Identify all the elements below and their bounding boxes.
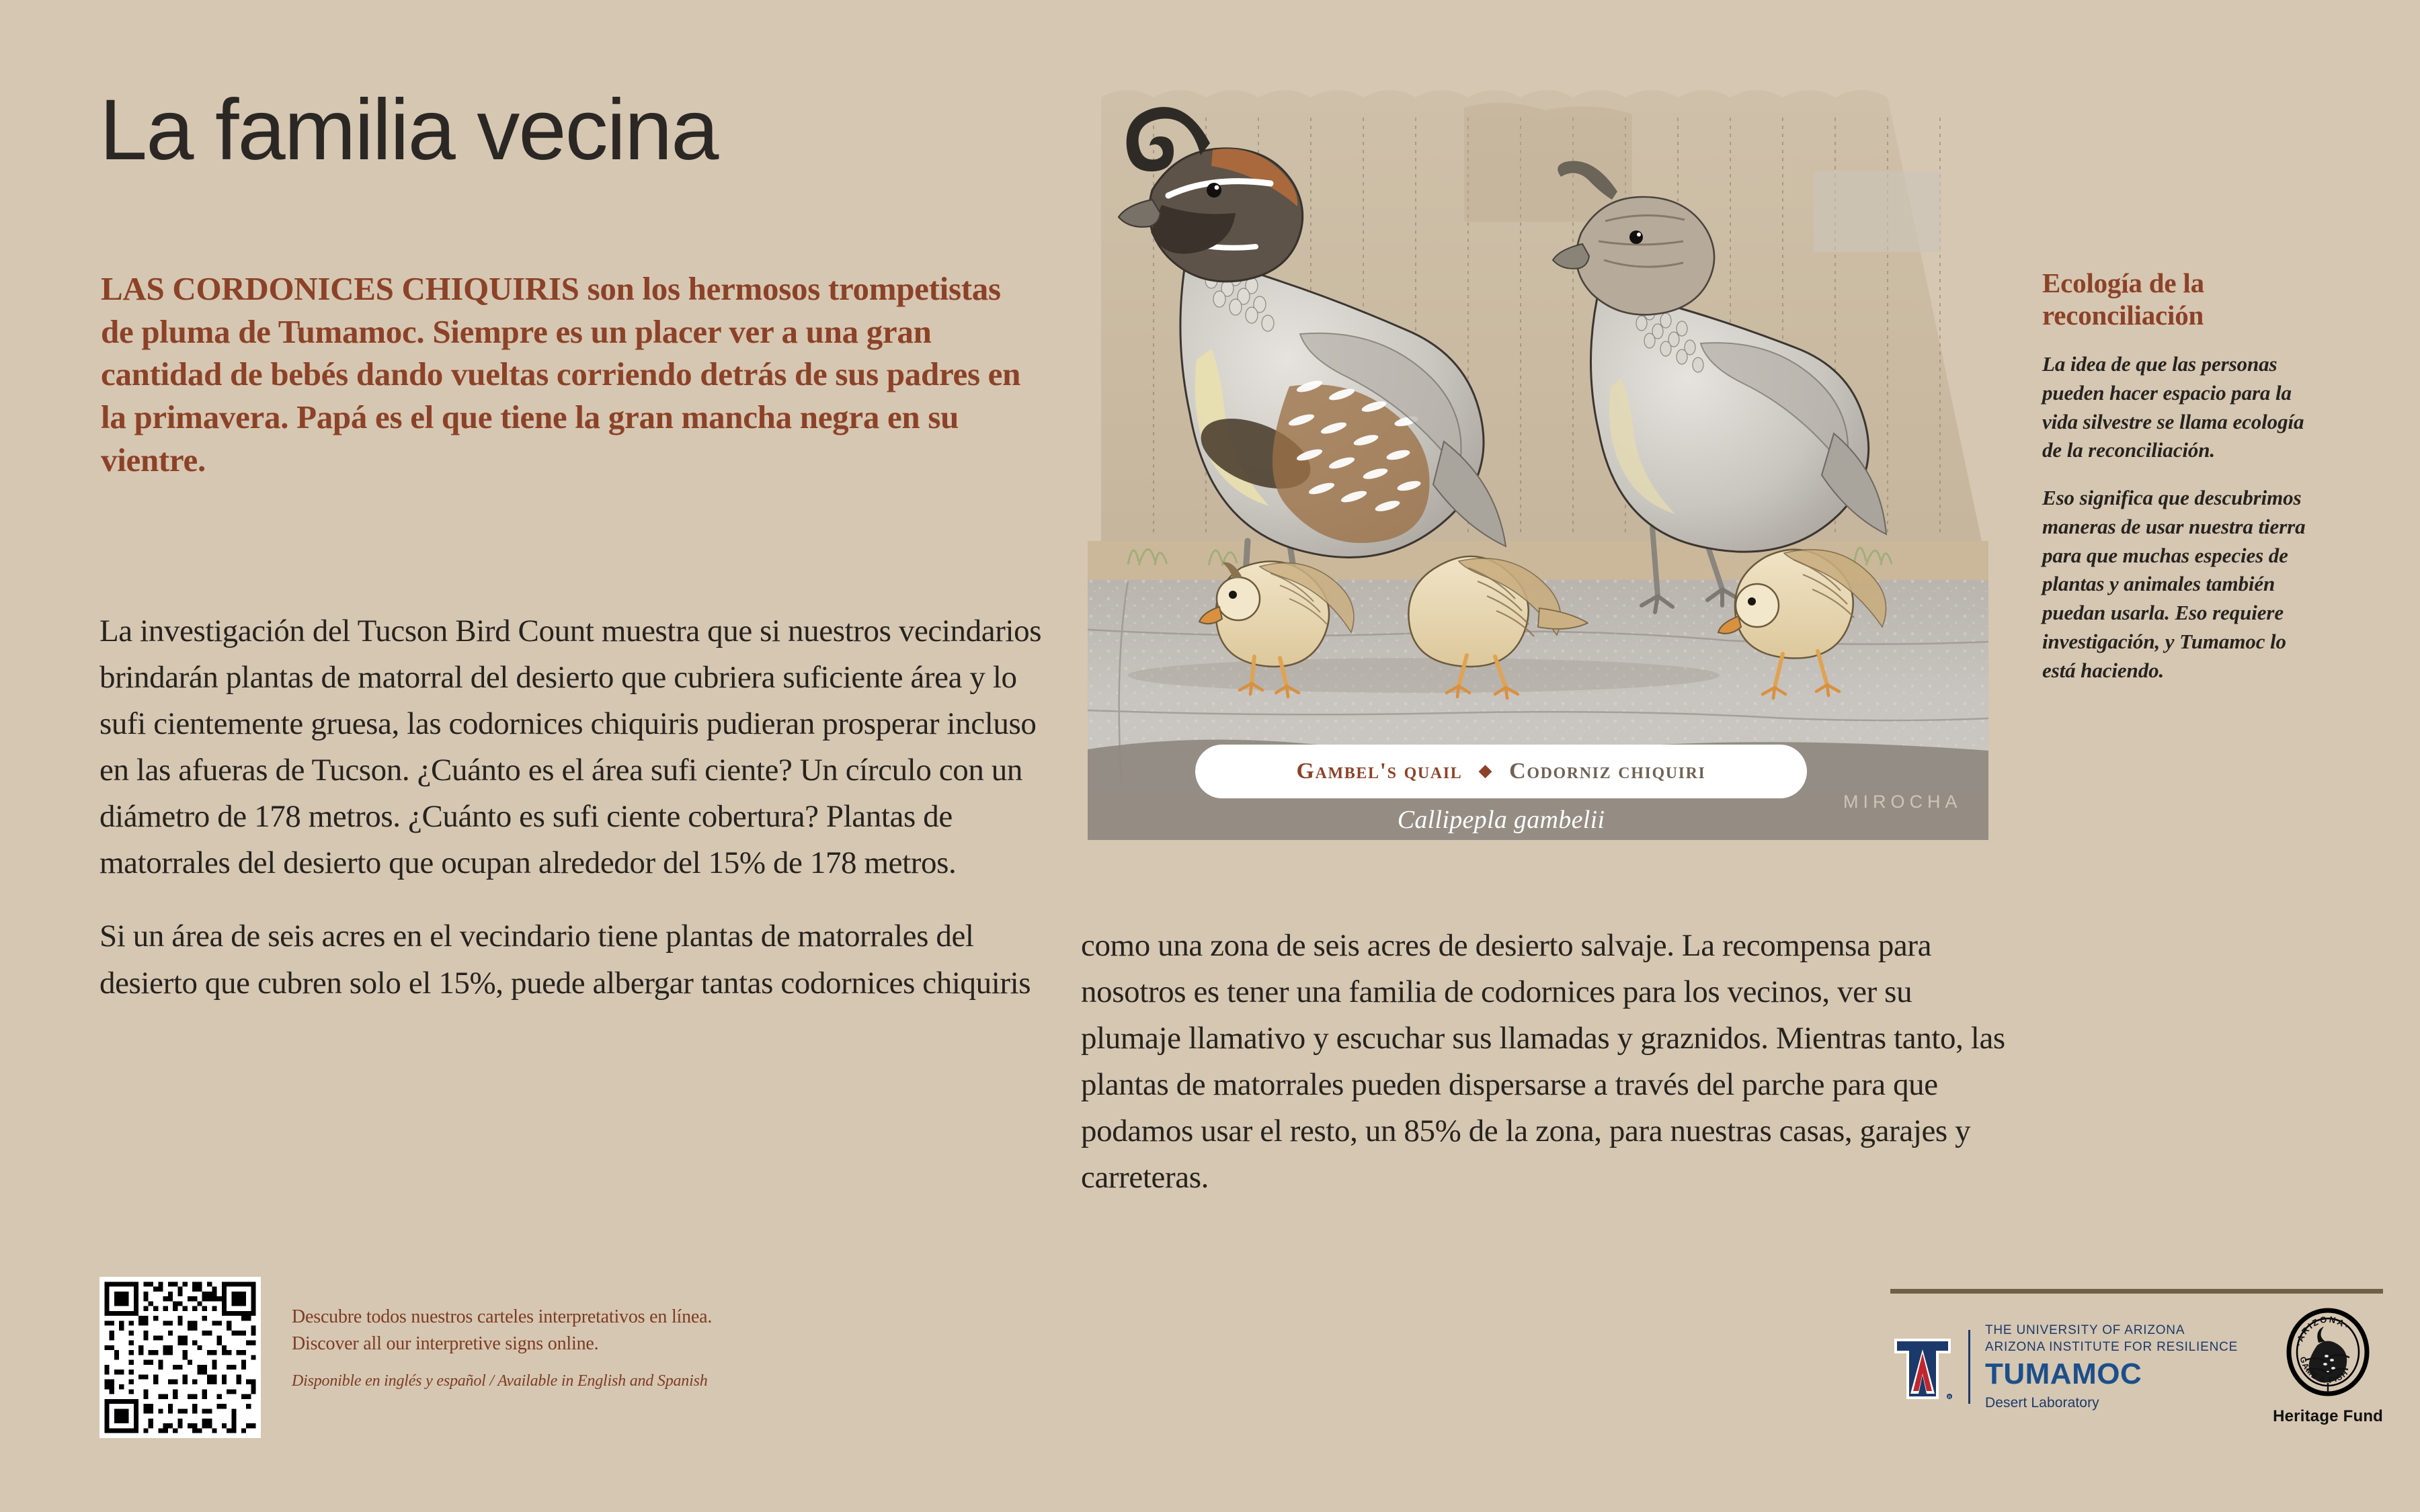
quail-illustration-svg: [1088, 71, 1988, 840]
qr-line-english: Discover all our interpretive signs online.: [292, 1333, 599, 1354]
logo-vertical-divider: [1968, 1330, 1970, 1404]
logo-divider-rule: [1890, 1289, 2383, 1294]
artist-signature: MIROCHA: [1843, 792, 1962, 812]
tumamoc-title: TUMAMOC: [1985, 1357, 2142, 1391]
sidebar-reconciliation-ecology: [2042, 267, 2311, 704]
caption-spanish: Codorniz chiquiri: [1509, 759, 1706, 784]
svg-text:·ARIZONA·: ·ARIZONA·: [2293, 1314, 2353, 1347]
qr-line-spanish: Descubre todos nuestros carteles interpretativos en línea.: [292, 1306, 713, 1327]
university-line-1: THE UNIVERSITY OF ARIZONA: [1985, 1323, 2185, 1338]
qr-caption-block: [292, 1304, 897, 1390]
arizona-game-and-fish-block: [2273, 1308, 2383, 1426]
scientific-name: Callipepla gambelii: [1397, 806, 1605, 834]
sidebar-heading: Ecología de la reconciliación: [2042, 267, 2204, 331]
caption-english: Gambel's quail: [1296, 759, 1463, 784]
tumamoc-wordmark: [1985, 1322, 2238, 1411]
university-of-arizona-logo: [1890, 1327, 1955, 1407]
lead-paragraph: LAS CORDONICES CHIQUIRIS son los hermosos trompetistas de pluma de Tumamoc. Siempre es un placer ver a una gran cantidad de bebés dando vueltas corriendo detrás de sus padres en la primavera. Papá es el que tiene la gran mancha negra en su vientre.: [101, 270, 1021, 478]
qr-code-image[interactable]: [99, 1277, 261, 1438]
right-paragraph-1: como una zona de seis acres de desierto salvaje. La recompensa para nosotros es tener una familia de codornices para los vecinos, ver su plumaje llamativo y escuchar sus llamadas y graznidos. Mientras tanto, las plantas de matorrales pueden dispersarse a través del parche para que podamos usar el resto, un 85% de la zona, para nuestras casas, garajes y carreteras.: [1081, 928, 2005, 1195]
quail-illustration: [1088, 71, 1988, 840]
left-paragraph-1: La investigación del Tucson Bird Count muestra que si nuestros vecindarios brindarán plantas de matorral del desierto que cubriera suficiente área y lo sufi cientemente gruesa, las codornices chiquiris pudieran prosperar incluso en las afueras de Tucson. ¿Cuánto es el área sufi ciente? Un círculo con un diámetro de 178 metros. ¿Cuánto es sufi ciente cobertura? Plantas de matorrales del desierto que ocupan alrededor del 15% de 178 metros.: [99, 614, 1042, 881]
sidebar-paragraph-1: La idea de que las personas pueden hacer espacio para la vida silvestre se llama ecología de la reconciliación.: [2042, 352, 2304, 462]
university-line-2: ARIZONA INSTITUTE FOR RESILIENCE: [1985, 1339, 2238, 1354]
caption-separator-icon: ◆: [1478, 761, 1494, 780]
logo-row: [1890, 1306, 2388, 1427]
left-paragraph-2: Si un área de seis acres en el vecindario tiene plantas de matorrales del desierto que cubren solo el 15%, puede albergar tantas codornices chiquiris: [99, 919, 1031, 1001]
left-body-column: [99, 608, 1054, 1034]
species-caption-pill: [1195, 745, 1807, 798]
tumamoc-subtitle: Desert Laboratory: [1985, 1394, 2099, 1411]
qr-code[interactable]: [99, 1277, 261, 1438]
heritage-fund-label: Heritage Fund: [2273, 1407, 2384, 1425]
arizona-game-fish-seal-icon: [2285, 1308, 2371, 1402]
svg-text:GAME & FISH: GAME & FISH: [2298, 1355, 2351, 1386]
svg-text:R: R: [1947, 1396, 1951, 1400]
sidebar-paragraph-2: Eso significa que descubrimos maneras de usar nuestra tierra para que muchas especies de plantas y animales también puedan usarla. Eso requiere investigación, y Tumamoc lo está haciendo.: [2042, 486, 2306, 682]
qr-language-note: Disponible en inglés y español / Available in English and Spanish: [292, 1372, 708, 1390]
page-title: La familia vecina: [99, 82, 718, 178]
right-body-column: [1081, 923, 2009, 1201]
